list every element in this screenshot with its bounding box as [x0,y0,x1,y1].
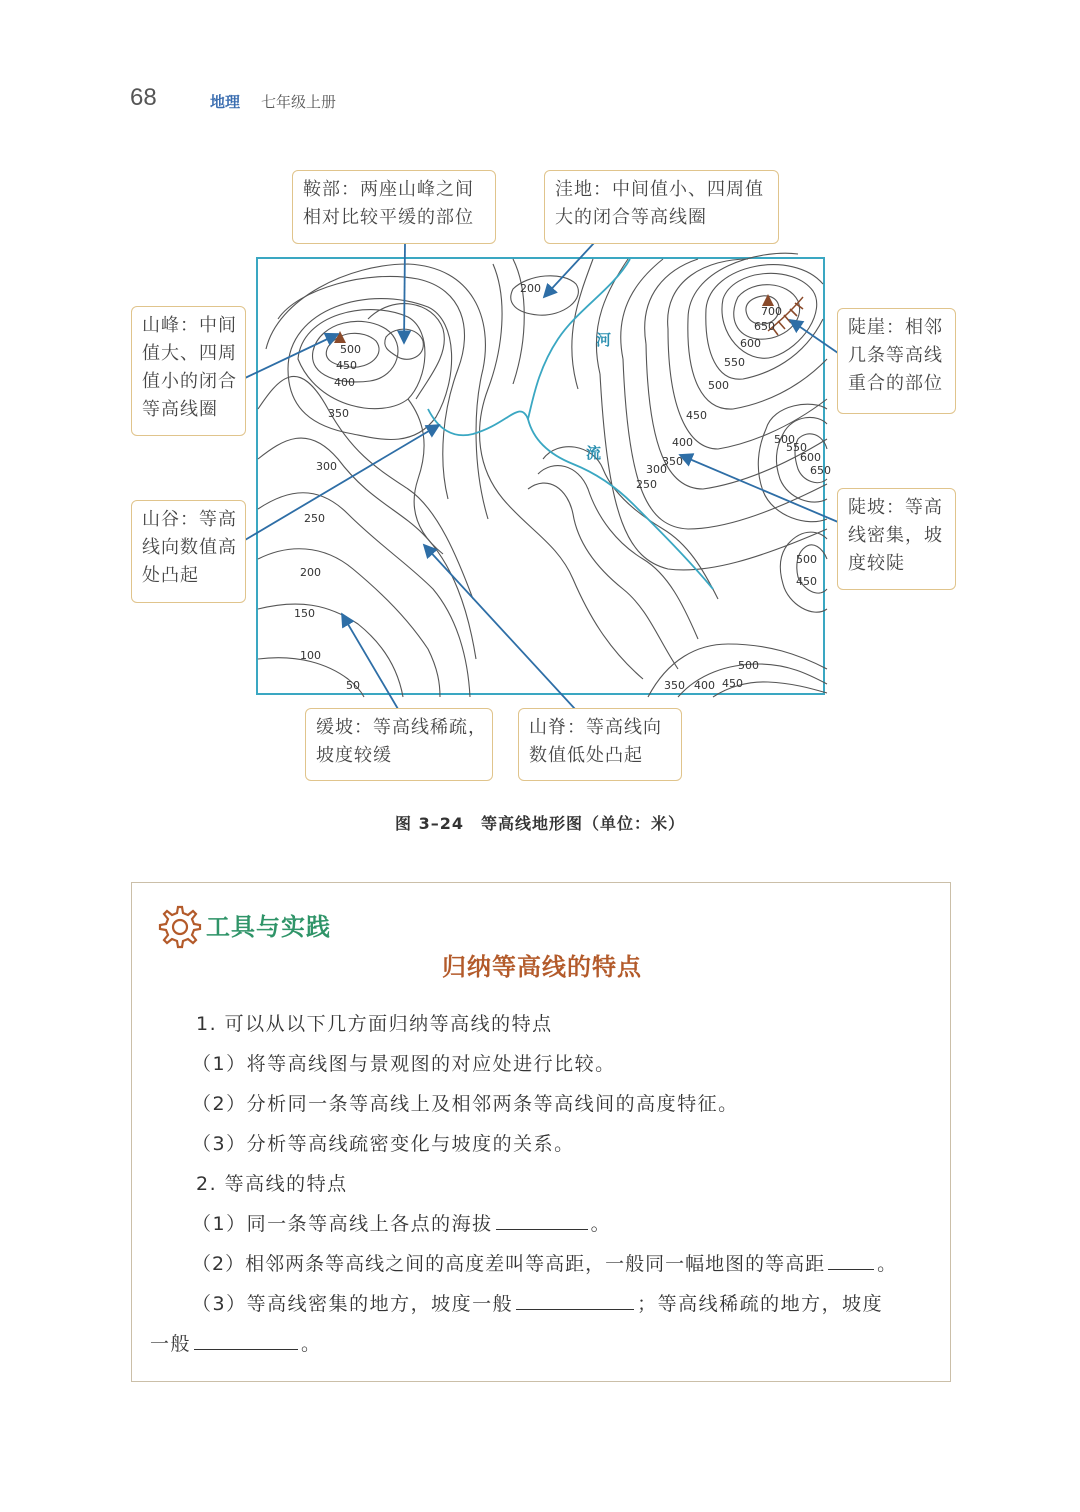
contour-label: 100 [300,649,321,662]
answer-blank[interactable] [828,1247,874,1270]
answer-blank[interactable] [496,1207,588,1230]
activity-title: 归纳等高线的特点 [442,953,642,981]
contour-label: 550 [786,441,807,454]
section-title: 工具与实践 [206,913,331,941]
callout-text: 度较陡 [848,553,905,574]
contour-label: 500 [708,379,729,392]
answer-blank[interactable] [516,1287,634,1310]
practice-line [192,1244,937,1284]
ridge-arrow [424,545,575,709]
practice-text: 。 [877,1253,898,1275]
callout-text: 相对比较平缓的部位 [303,207,474,228]
contour-label: 400 [672,436,693,449]
contour-label: 450 [796,575,817,588]
river-label: 流 [586,444,602,462]
practice-body [150,1004,937,1364]
callout-text: 山峰：中间 [142,315,237,336]
callout-text: 山谷：等高 [142,509,237,530]
practice-line [150,1324,937,1364]
contour-label: 600 [800,451,821,464]
practice-line: （3）分析等高线疏密变化与坡度的关系。 [192,1133,575,1155]
contour-label: 350 [664,679,685,692]
contour-label: 450 [722,677,743,690]
gentle-slope-arrow [342,614,398,709]
callout-text: 山脊：等高线向 [529,717,662,738]
contour-label: 200 [300,566,321,579]
callout-text: 几条等高线 [848,345,943,366]
contour-label: 350 [662,455,683,468]
contour-label: 600 [740,337,761,350]
practice-line [192,1284,937,1324]
callout-text: 洼地：中间值小、四周值 [555,179,764,200]
depression-arrow [544,243,594,297]
practice-line: 1. 可以从以下几方面归纳等高线的特点 [196,1013,553,1035]
river-label: 河 [596,331,612,349]
callout-text: 值小的闭合 [142,371,237,392]
practice-box [131,882,951,1382]
practice-text: ；等高线稀疏的地方，坡度 [637,1293,884,1315]
callout-text: 重合的部位 [848,373,943,394]
callout-text: 数值低处凸起 [529,745,643,766]
practice-text: 。 [301,1333,322,1355]
answer-blank[interactable] [194,1327,298,1350]
valley-arrow [245,425,439,540]
contour-label: 500 [796,553,817,566]
contour-label: 500 [340,343,361,356]
callout-text: 值大、四周 [142,343,237,364]
contour-label: 450 [686,409,707,422]
callout-text: 陡坡：等高 [848,497,943,518]
contour-label: 200 [520,282,541,295]
cliff-arrow [790,320,838,353]
callout-text: 坡度较缓 [316,745,392,766]
practice-line: （2）分析同一条等高线上及相邻两条等高线间的高度特征。 [192,1093,739,1115]
gentle-slope-callout [305,708,493,781]
contour-label: 250 [304,512,325,525]
practice-text: （2）相邻两条等高线之间的高度差叫等高距，一般同一幅地图的等高距 [192,1253,826,1275]
callout-text: 鞍部：两座山峰之间 [303,179,474,200]
contour-label: 700 [761,305,782,318]
contour-label: 650 [810,464,831,477]
peak-arrow [245,334,338,378]
practice-line: 2. 等高线的特点 [196,1173,348,1195]
contour-label: 450 [336,359,357,372]
contour-label: 500 [738,659,759,672]
peak-callout [131,306,246,436]
saddle-callout [292,170,496,244]
contour-label: 400 [334,376,355,389]
page-number: 68 [130,84,157,111]
figure-caption: 图 3–24 等高线地形图（单位：米） [395,814,685,833]
subject-label: 地理 [210,93,241,111]
contour-label: 50 [346,679,360,692]
steep-slope-arrow [680,455,838,522]
practice-text: 一般 [150,1333,192,1355]
practice-text: （3）等高线密集的地方，坡度一般 [192,1293,514,1315]
depression-callout [544,170,779,244]
grade-label: 七年级上册 [261,93,337,111]
contour-label: 500 [774,433,795,446]
contour-label: 550 [724,356,745,369]
callout-text: 缓坡：等高线稀疏， [316,717,487,738]
practice-text: 。 [590,1213,612,1235]
contour-label: 250 [636,478,657,491]
contour-label: 400 [694,679,715,692]
practice-text: （1）同一条等高线上各点的海拔 [192,1213,493,1235]
cliff-callout [837,308,956,414]
practice-line [192,1204,937,1244]
contour-label: 300 [316,460,337,473]
callout-text: 线密集，坡 [848,525,943,546]
practice-line: （1）将等高线图与景观图的对应处进行比较。 [192,1053,616,1075]
gear-icon [154,903,202,951]
callout-text: 大的闭合等高线圈 [555,207,707,228]
callout-text: 线向数值高 [142,537,237,558]
contour-label: 300 [646,463,667,476]
contour-label: 150 [294,607,315,620]
contour-label: 350 [328,407,349,420]
contour-label: 650 [754,320,775,333]
callout-text: 处凸起 [142,565,199,586]
steep-slope-callout [837,488,956,590]
valley-callout [131,500,246,603]
saddle-arrow [404,243,405,343]
ridge-callout [518,708,682,781]
callout-text: 陡崖：相邻 [848,317,943,338]
callout-text: 等高线圈 [142,399,218,420]
